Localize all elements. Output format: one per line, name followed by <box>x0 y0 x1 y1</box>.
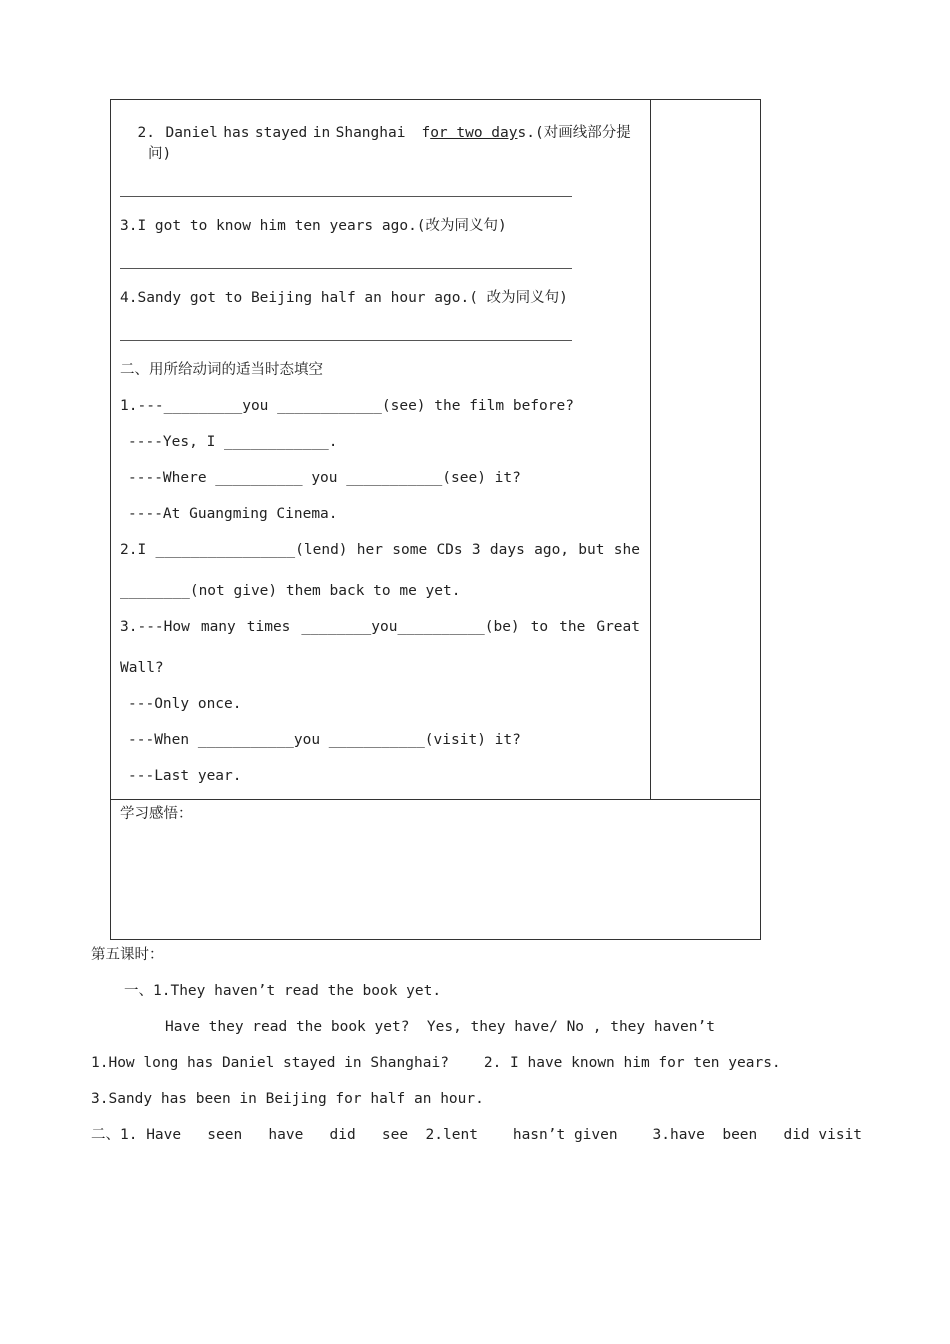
answer-line-5: 二、1. Have seen have did see 2.lent hasn’t given 3.have been did visit <box>91 1127 863 1143</box>
word: has <box>223 125 250 141</box>
answer-line-2: Have they read the book yet? Yes, they have/ No , they haven’t <box>165 1019 715 1035</box>
reflection-label: 学习感悟： <box>120 806 193 822</box>
table-column-divider <box>650 99 651 800</box>
word: stayed <box>254 125 308 141</box>
word: Daniel <box>165 125 218 141</box>
question-4: 4.Sandy got to Beijing half an hour ago.( 改为同义句) <box>120 290 568 306</box>
underlined-phrase: or two day <box>430 125 518 141</box>
word: times <box>246 619 291 635</box>
exercise-3-line-1 <box>120 617 640 637</box>
word: she <box>613 542 640 558</box>
exercise-2-line-1 <box>120 540 640 560</box>
answer-key-title: 第五课时： <box>91 947 164 963</box>
word: 2.I <box>120 542 147 558</box>
word: days <box>489 542 525 558</box>
word: many <box>200 619 236 635</box>
word: 3 <box>471 542 481 558</box>
exercise-1-line-3: ----Where __________ you ___________(see) it? <box>128 470 521 486</box>
exercise-3-line-2: Wall? <box>120 660 164 676</box>
word: 3.---How <box>120 619 190 635</box>
question-number: 2. <box>137 125 155 141</box>
answer-line-3: 1.How long has Daniel stayed in Shanghai? 2. I have known him for ten years. <box>91 1055 781 1071</box>
exercise-1-line-1: 1.---_________you ____________(see) the film before? <box>120 398 574 414</box>
word: ________you__________(be) <box>301 619 520 635</box>
answer-line-4: 3.Sandy has been in Beijing for half an hour. <box>91 1091 484 1107</box>
exercise-2-line-2: ________(not give) them back to me yet. <box>120 583 461 599</box>
question-3: 3.I got to know him ten years ago.(改为同义句) <box>120 218 507 234</box>
word: in <box>312 125 331 141</box>
answer-line-1: 一、1.They haven’t read the book yet. <box>124 983 442 999</box>
exercise-3-line-5: ---Last year. <box>128 768 242 784</box>
word: Great <box>596 619 640 635</box>
question-2-line-2: 问) <box>148 146 172 162</box>
word-part: f <box>421 125 431 141</box>
answer-blank-line[interactable] <box>120 196 572 197</box>
word: ago, <box>534 542 570 558</box>
word: but <box>578 542 605 558</box>
instruction-text: s.(对画线部分提 <box>517 125 631 141</box>
word: the <box>559 619 586 635</box>
word: Shanghai <box>335 125 406 141</box>
exercise-1-line-4: ----At Guangming Cinema. <box>128 506 338 522</box>
exercise-1-line-2: ----Yes, I ____________. <box>128 434 338 450</box>
question-2-line-1 <box>120 103 631 143</box>
word: CDs <box>436 542 463 558</box>
word: her <box>356 542 383 558</box>
answer-blank-line[interactable] <box>120 340 572 341</box>
word: some <box>392 542 428 558</box>
answer-blank-line[interactable] <box>120 268 572 269</box>
word: to <box>530 619 549 635</box>
word: ________________(lend) <box>155 542 348 558</box>
section-2-title: 二、用所给动词的适当时态填空 <box>120 362 323 378</box>
table-row-divider <box>110 799 761 800</box>
exercise-3-line-4: ---When ___________you ___________(visit) it? <box>128 732 521 748</box>
exercise-3-line-3: ---Only once. <box>128 696 242 712</box>
